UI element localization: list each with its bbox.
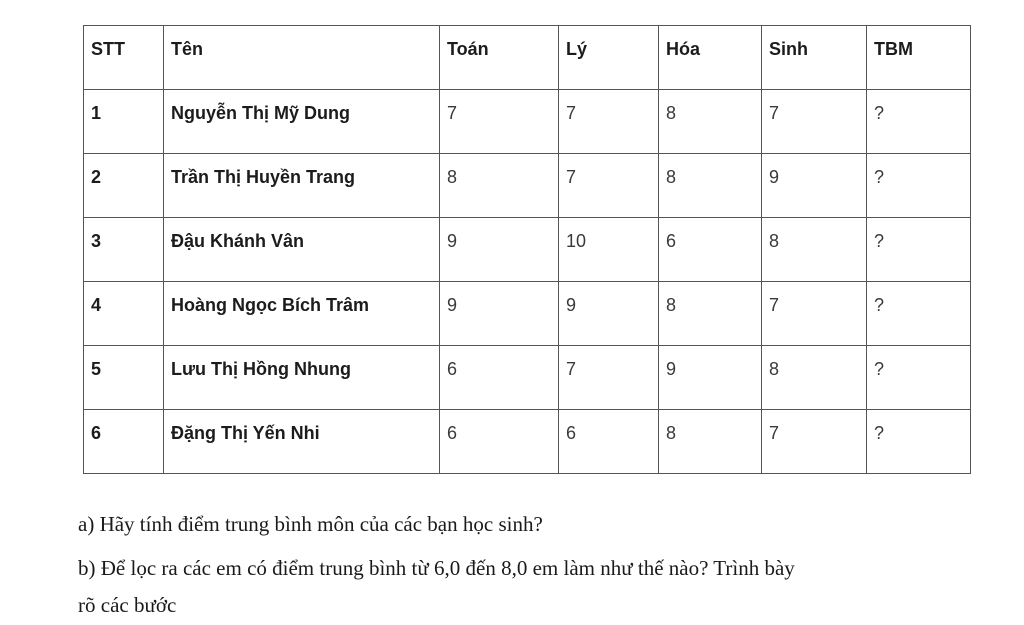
cell-chemistry: 8 — [659, 90, 762, 154]
cell-name: Nguyễn Thị Mỹ Dung — [164, 90, 440, 154]
cell-chemistry: 8 — [659, 282, 762, 346]
header-name: Tên — [164, 26, 440, 90]
cell-physics: 6 — [559, 410, 659, 474]
cell-biology: 8 — [762, 346, 867, 410]
cell-physics: 7 — [559, 90, 659, 154]
cell-math: 7 — [440, 90, 559, 154]
header-average: TBM — [867, 26, 971, 90]
header-math: Toán — [440, 26, 559, 90]
header-biology: Sinh — [762, 26, 867, 90]
cell-stt: 6 — [84, 410, 164, 474]
cell-math: 9 — [440, 282, 559, 346]
cell-name: Hoàng Ngọc Bích Trâm — [164, 282, 440, 346]
cell-name: Đặng Thị Yến Nhi — [164, 410, 440, 474]
cell-chemistry: 8 — [659, 410, 762, 474]
cell-physics: 9 — [559, 282, 659, 346]
table-row — [84, 346, 971, 410]
table-row — [84, 218, 971, 282]
cell-biology: 7 — [762, 90, 867, 154]
table-row — [84, 410, 971, 474]
cell-stt: 5 — [84, 346, 164, 410]
cell-average: ? — [867, 410, 971, 474]
table-row — [84, 90, 971, 154]
grades-table — [83, 25, 971, 474]
question-b-line1: b) Để lọc ra các em có điểm trung bình từ 6,0 đến 8,0 em làm như thế nào? Trình bày — [78, 556, 795, 580]
cell-math: 6 — [440, 346, 559, 410]
cell-average: ? — [867, 90, 971, 154]
cell-biology: 7 — [762, 282, 867, 346]
table-row — [84, 154, 971, 218]
cell-physics: 7 — [559, 346, 659, 410]
cell-name: Lưu Thị Hồng Nhung — [164, 346, 440, 410]
cell-chemistry: 8 — [659, 154, 762, 218]
header-physics: Lý — [559, 26, 659, 90]
table-header-row — [84, 26, 971, 90]
table-row — [84, 282, 971, 346]
header-chemistry: Hóa — [659, 26, 762, 90]
cell-physics: 10 — [559, 218, 659, 282]
cell-stt: 3 — [84, 218, 164, 282]
cell-math: 9 — [440, 218, 559, 282]
cell-name: Trần Thị Huyền Trang — [164, 154, 440, 218]
cell-biology: 7 — [762, 410, 867, 474]
cell-math: 8 — [440, 154, 559, 218]
cell-average: ? — [867, 346, 971, 410]
cell-math: 6 — [440, 410, 559, 474]
cell-biology: 9 — [762, 154, 867, 218]
header-stt: STT — [84, 26, 164, 90]
cell-average: ? — [867, 282, 971, 346]
cell-chemistry: 9 — [659, 346, 762, 410]
question-b-line2: rõ các bước — [78, 593, 177, 617]
question-a: a) Hãy tính điểm trung bình môn của các bạn học sinh? — [78, 512, 543, 536]
cell-biology: 8 — [762, 218, 867, 282]
cell-physics: 7 — [559, 154, 659, 218]
cell-stt: 1 — [84, 90, 164, 154]
cell-average: ? — [867, 218, 971, 282]
cell-stt: 4 — [84, 282, 164, 346]
cell-chemistry: 6 — [659, 218, 762, 282]
cell-name: Đậu Khánh Vân — [164, 218, 440, 282]
cell-average: ? — [867, 154, 971, 218]
cell-stt: 2 — [84, 154, 164, 218]
